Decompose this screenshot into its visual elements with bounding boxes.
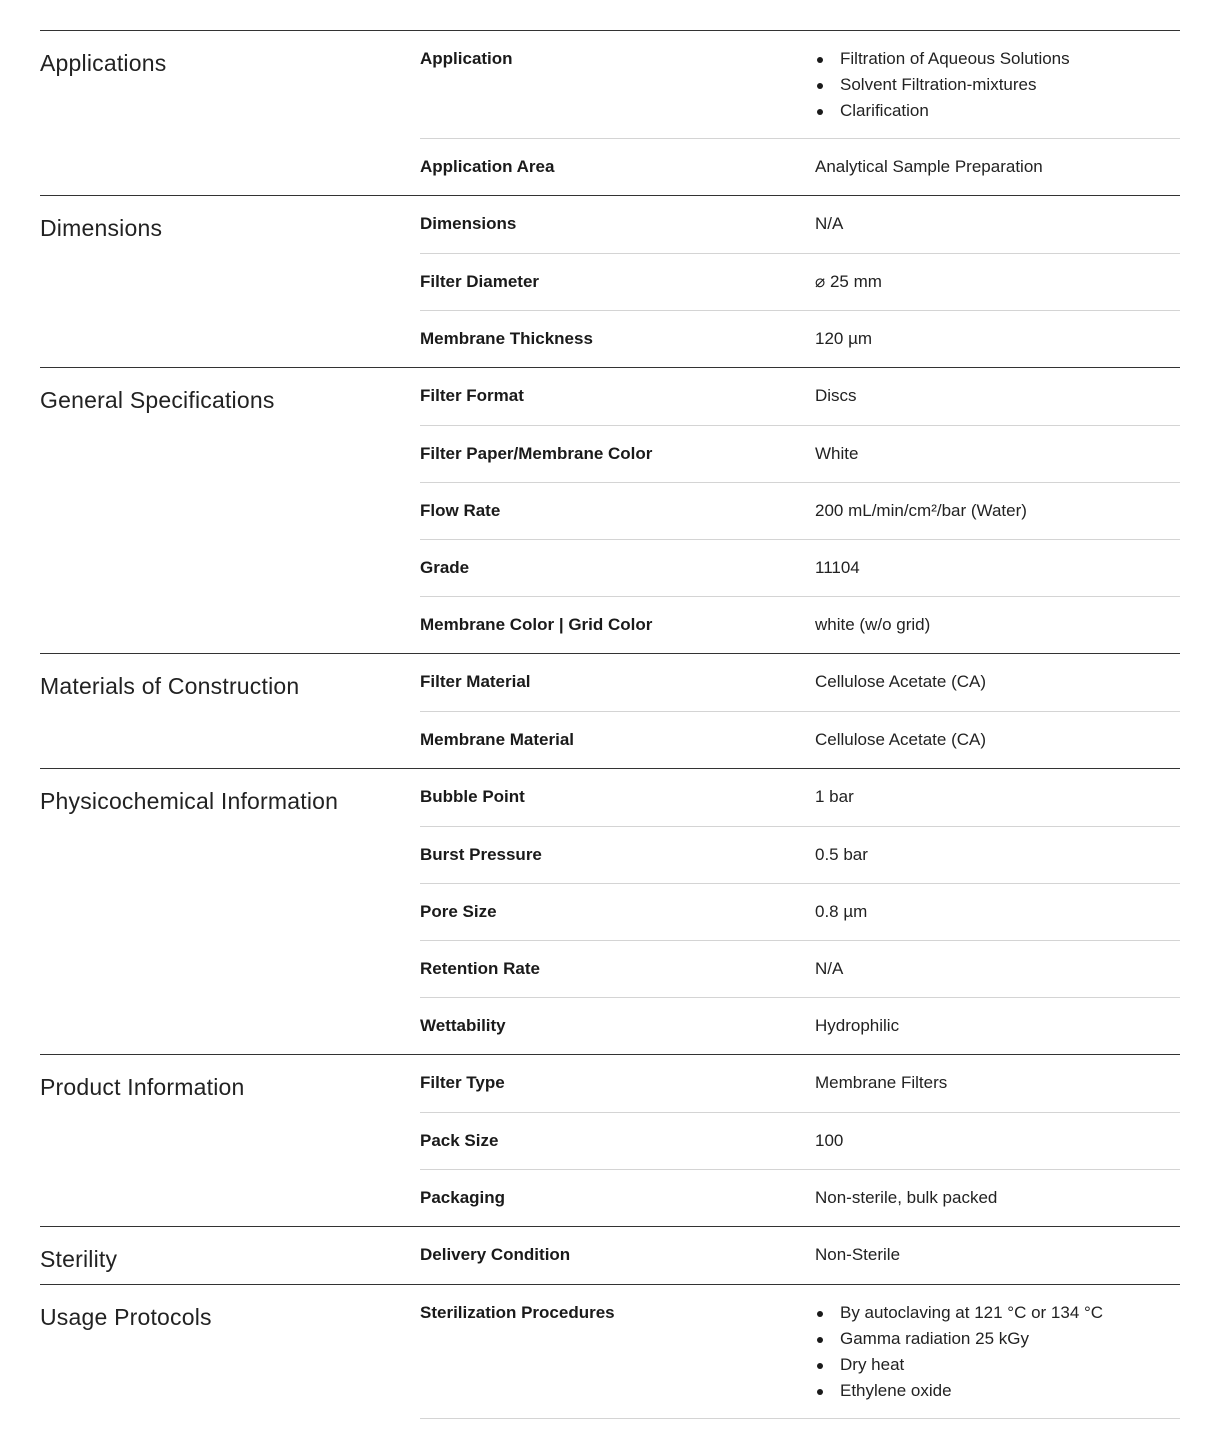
spec-label: Membrane Thickness (420, 329, 593, 348)
spec-row-application (420, 31, 1180, 138)
spec-value: 11104 (815, 558, 860, 577)
spec-value: N/A (815, 214, 844, 233)
section-usage-protocols (40, 1284, 1180, 1419)
spec-row-flow-rate (420, 482, 1180, 539)
section-title: Materials of Construction (40, 673, 300, 699)
spec-label: Flow Rate (420, 501, 501, 520)
spec-label: Application Area (420, 157, 555, 176)
spec-row-delivery-condition (420, 1227, 1180, 1284)
spec-label: Sterilization Procedures (420, 1303, 615, 1322)
spec-row-sterilization-procedures (420, 1285, 1180, 1419)
spec-row-membrane-color-grid-color (420, 596, 1180, 653)
spec-row-filter-format (420, 368, 1180, 425)
spec-label: Membrane Color | Grid Color (420, 615, 653, 634)
spec-value: 100 (815, 1131, 844, 1150)
section-title: Usage Protocols (40, 1304, 212, 1330)
spec-label: Filter Diameter (420, 272, 540, 291)
spec-label: Membrane Material (420, 730, 574, 749)
section-title: Product Information (40, 1074, 245, 1100)
spec-label: Dimensions (420, 214, 517, 233)
spec-label: Filter Paper/Membrane Color (420, 444, 653, 463)
spec-value: Discs (815, 386, 857, 405)
list-item: Gamma radiation 25 kGy (815, 1326, 1180, 1352)
section-physicochemical-information (40, 768, 1180, 1054)
section-product-information (40, 1054, 1180, 1226)
spec-row-filter-paper-membrane-color (420, 425, 1180, 482)
spec-rows (420, 31, 1180, 195)
section-title: Applications (40, 50, 167, 76)
section-sterility (40, 1226, 1180, 1284)
list-item: Filtration of Aqueous Solutions (815, 46, 1180, 72)
spec-value: Non-Sterile (815, 1245, 901, 1264)
spec-value: Analytical Sample Preparation (815, 157, 1043, 176)
section-title: Physicochemical Information (40, 788, 339, 814)
spec-value: 200 mL/min/cm²/bar (Water) (815, 501, 1027, 520)
spec-value: 0.8 µm (815, 902, 868, 921)
spec-row-retention-rate (420, 940, 1180, 997)
spec-label: Pore Size (420, 902, 497, 921)
spec-value: white (w/o grid) (815, 615, 931, 634)
spec-rows (420, 769, 1180, 1054)
spec-row-pack-size (420, 1112, 1180, 1169)
spec-value: N/A (815, 959, 844, 978)
spec-value: Cellulose Acetate (CA) (815, 730, 987, 749)
spec-value: White (815, 444, 859, 463)
spec-row-packaging (420, 1169, 1180, 1226)
spec-label: Application (420, 49, 513, 68)
spec-row-pore-size (420, 883, 1180, 940)
spec-value (815, 1303, 1180, 1404)
spec-value: ⌀ 25 mm (815, 272, 882, 291)
spec-row-wettability (420, 997, 1180, 1054)
spec-row-filter-type (420, 1055, 1180, 1112)
spec-label: Filter Material (420, 672, 531, 691)
spec-label: Filter Type (420, 1073, 505, 1092)
spec-value: Non-sterile, bulk packed (815, 1188, 998, 1207)
spec-row-burst-pressure (420, 826, 1180, 883)
list-item: Clarification (815, 98, 1180, 124)
spec-rows (420, 1055, 1180, 1226)
spec-rows (420, 1285, 1180, 1419)
spec-row-membrane-material (420, 711, 1180, 768)
spec-label: Bubble Point (420, 787, 525, 806)
section-applications (40, 30, 1180, 195)
spec-value: 1 bar (815, 787, 854, 806)
spec-label: Packaging (420, 1188, 506, 1207)
spec-row-filter-material (420, 654, 1180, 711)
specifications-table (40, 30, 1180, 1419)
section-title: Sterility (40, 1246, 118, 1272)
list-item: Dry heat (815, 1352, 1180, 1378)
spec-value: Membrane Filters (815, 1073, 948, 1092)
list-item: Solvent Filtration-mixtures (815, 72, 1180, 98)
list-item: Ethylene oxide (815, 1378, 1180, 1404)
spec-rows (420, 196, 1180, 367)
spec-value: 0.5 bar (815, 845, 868, 864)
spec-rows (420, 1227, 1180, 1284)
spec-value: Hydrophilic (815, 1016, 900, 1035)
spec-label: Pack Size (420, 1131, 499, 1150)
list-item: By autoclaving at 121 °C or 134 °C (815, 1300, 1180, 1326)
spec-row-application-area (420, 138, 1180, 195)
spec-rows (420, 654, 1180, 768)
section-dimensions (40, 195, 1180, 367)
spec-label: Wettability (420, 1016, 506, 1035)
section-title: General Specifications (40, 387, 275, 413)
spec-value (815, 49, 1180, 124)
section-title: Dimensions (40, 215, 163, 241)
spec-label: Filter Format (420, 386, 524, 405)
section-general-specifications (40, 367, 1180, 653)
spec-row-membrane-thickness (420, 310, 1180, 367)
spec-rows (420, 368, 1180, 653)
spec-value: 120 µm (815, 329, 873, 348)
spec-row-filter-diameter (420, 253, 1180, 310)
spec-label: Burst Pressure (420, 845, 542, 864)
spec-label: Delivery Condition (420, 1245, 571, 1264)
section-materials-of-construction (40, 653, 1180, 768)
spec-row-grade (420, 539, 1180, 596)
spec-row-dimensions (420, 196, 1180, 253)
spec-value: Cellulose Acetate (CA) (815, 672, 987, 691)
spec-value-list (815, 1300, 1180, 1404)
spec-label: Grade (420, 558, 470, 577)
spec-value-list (815, 46, 1180, 124)
spec-label: Retention Rate (420, 959, 540, 978)
spec-row-bubble-point (420, 769, 1180, 826)
